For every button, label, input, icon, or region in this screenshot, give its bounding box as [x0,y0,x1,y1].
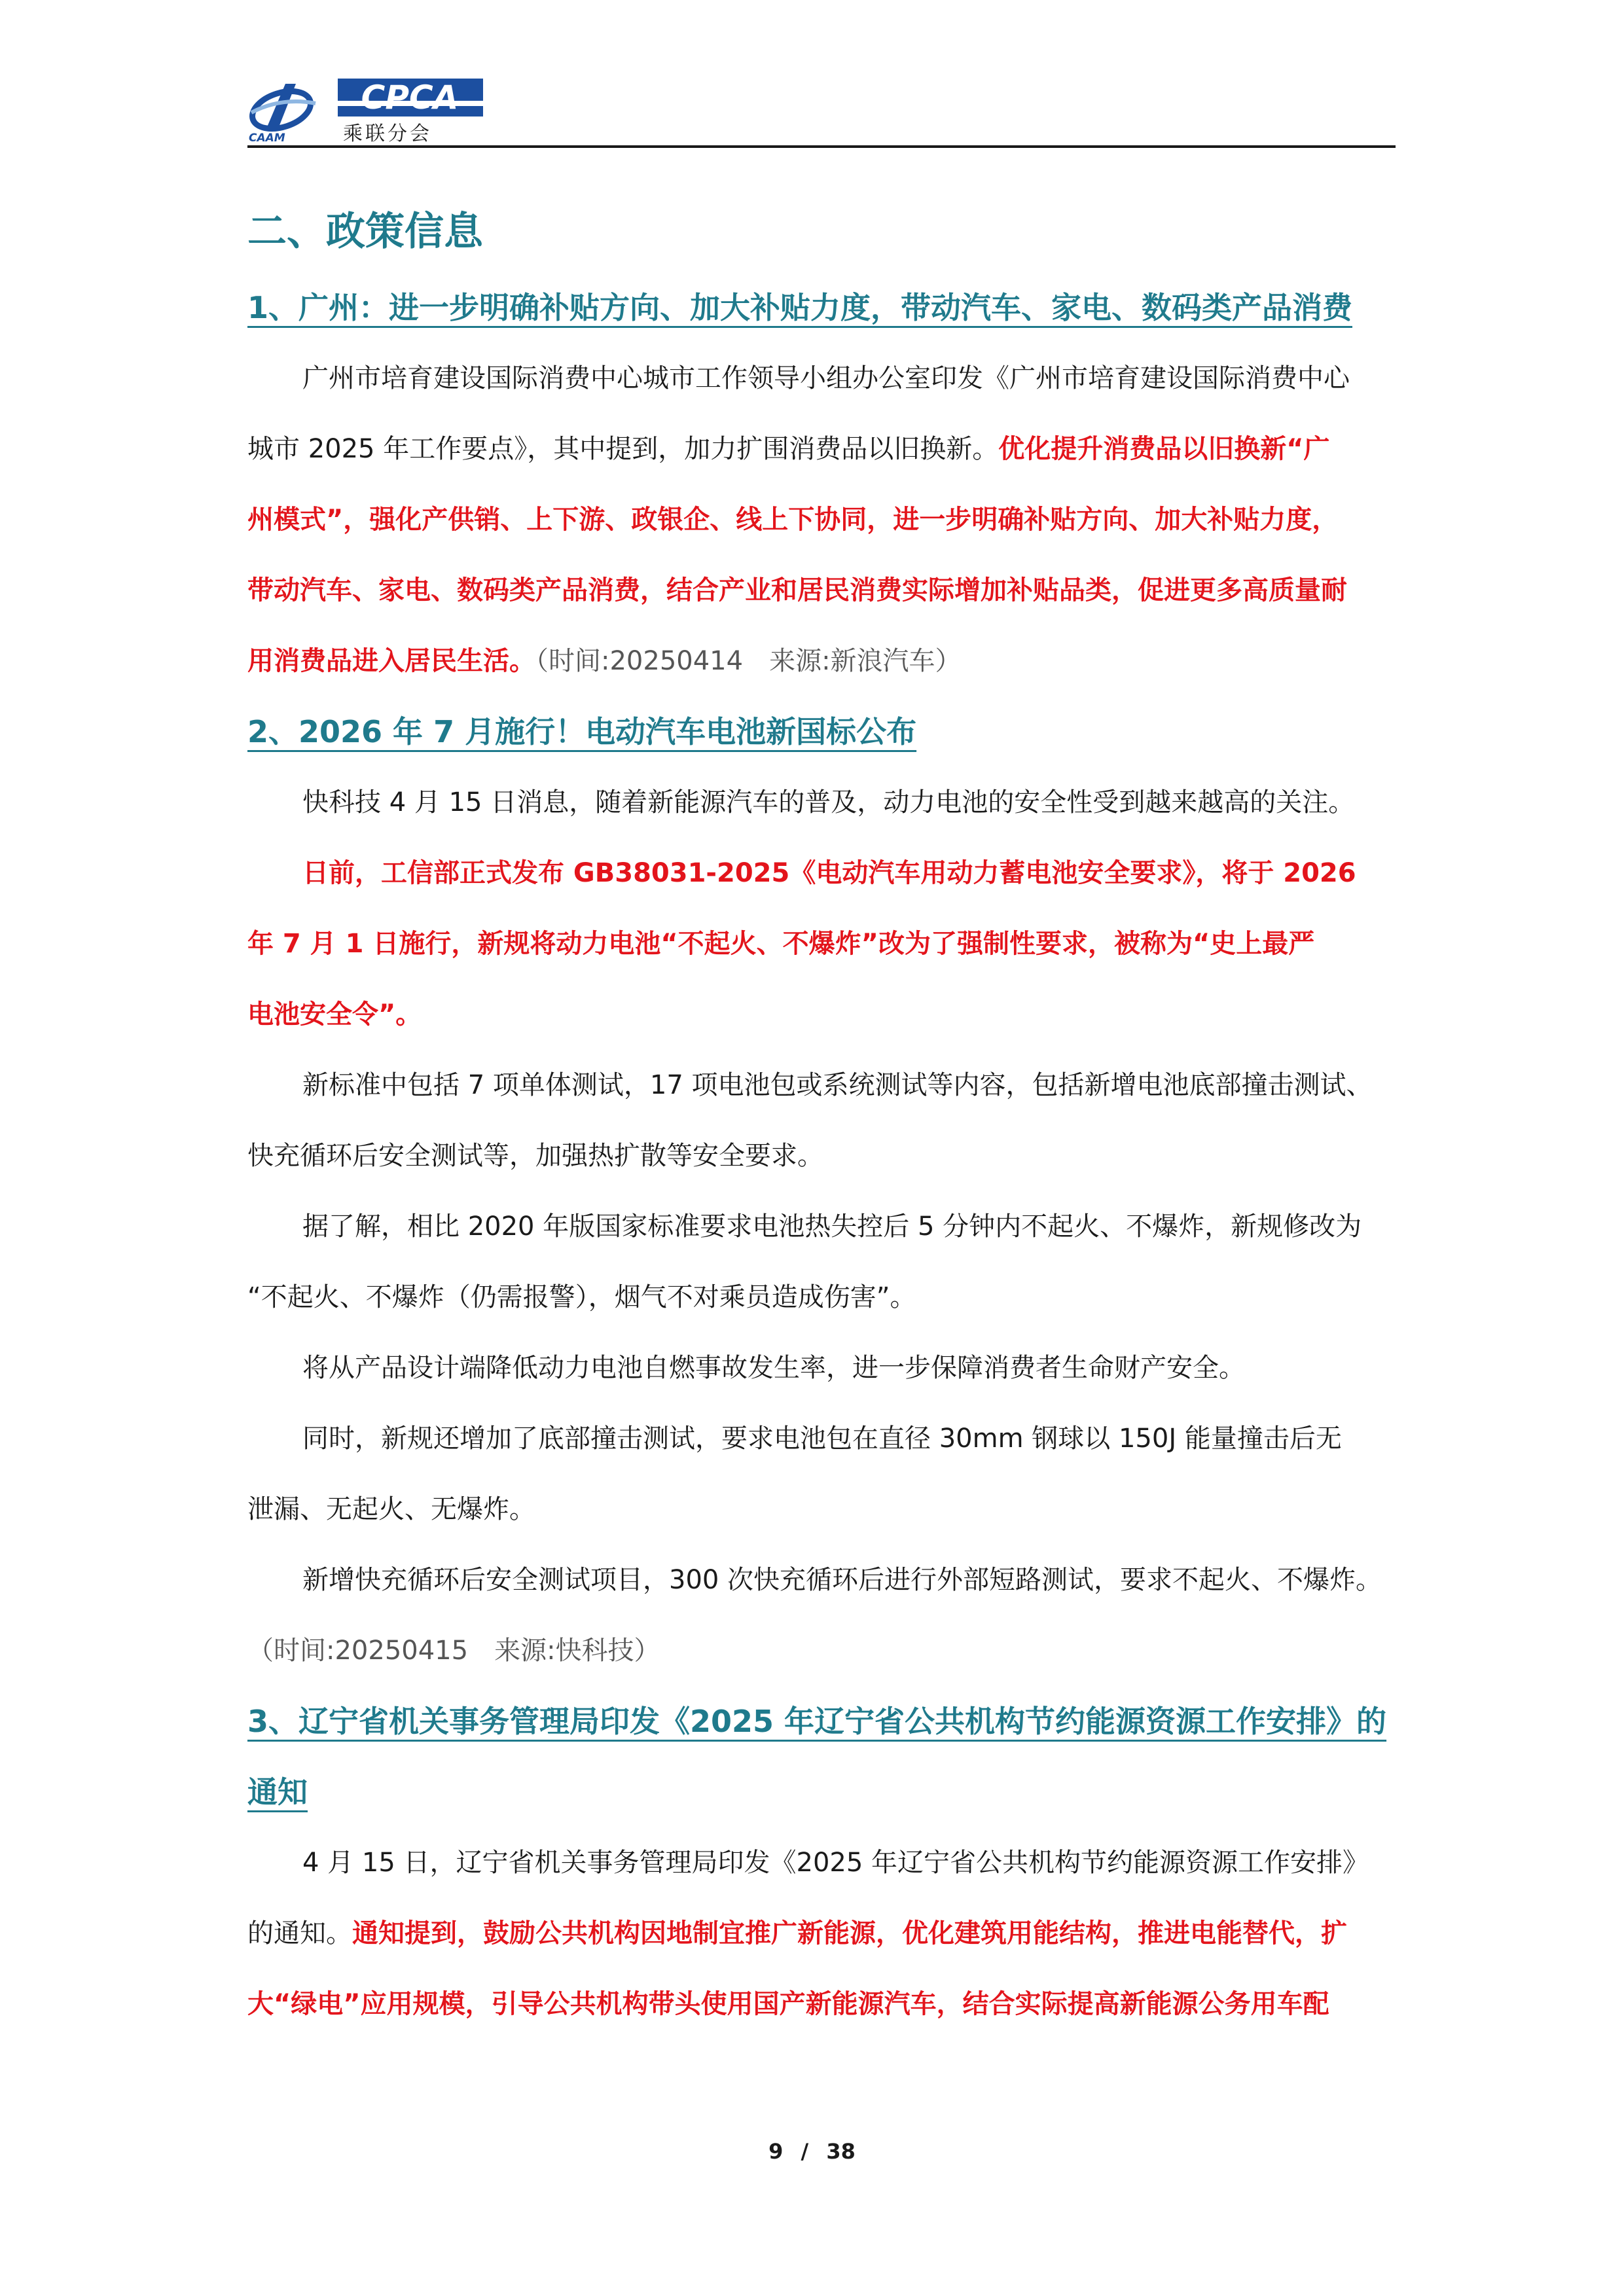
body-text: 据了解，相比 2020 年版国家标准要求电池热失控后 5 分钟内不起火、不爆炸，新规修改为 [302,1211,1362,1242]
article-title: 1、广州：进一步明确补贴方向、加大补贴力度，带动汽车、家电、数码类产品消费 [247,290,1353,325]
body-text: 4 月 15 日，辽宁省机关事务管理局印发《2025 年辽宁省公共机构节约能源资源工作安排》 [302,1848,1369,1878]
article-line [247,1050,1396,1121]
highlight-text: 日前，工信部正式发布 GB38031-2025《电动汽车用动力蓄电池安全要求》，将于 2026 [302,858,1356,888]
body-text: “不起火、不爆炸（仍需报警），烟气不对乘员造成伤害”。 [247,1282,916,1312]
article-line [247,1827,1396,1898]
article-line [247,1333,1396,1403]
source-note: （时间:20250415 来源:快科技） [247,1636,660,1666]
article-list [247,272,1396,2039]
svg-text:乘联分会: 乘联分会 [343,122,432,144]
article-line [247,767,1396,838]
document-body [247,191,1396,2039]
article-title: 2、2026 年 7 月施行！电动汽车电池新国标公布 [247,714,917,749]
body-text: 城市 2025 年工作要点》，其中提到，加力扩围消费品以旧换新。 [247,434,999,464]
body-text: 新增快充循环后安全测试项目，300 次快充循环后进行外部短路测试，要求不起火、不爆炸。 [302,1565,1382,1595]
article-line [247,1121,1396,1191]
body-text: 快科技 4 月 15 日消息，随着新能源汽车的普及，动力电池的安全性受到越来越高的关注。 [302,787,1355,817]
page-total: 38 [826,2139,856,2164]
body-text: 将从产品设计端降低动力电池自燃事故发生率，进一步保障消费者生命财产安全。 [302,1353,1245,1383]
article-line [247,1474,1396,1545]
body-text: 快充循环后安全测试等，加强热扩散等安全要求。 [247,1141,823,1171]
article-line [247,979,1396,1050]
highlight-text: 通知提到，鼓励公共机构因地制宜推广新能源，优化建筑用能结构，推进电能替代，扩 [352,1918,1347,1948]
highlight-text: 优化提升消费品以旧换新“广 [998,434,1330,464]
page-number [0,2139,1624,2164]
body-text: 广州市培育建设国际消费中心城市工作领导小组办公室印发《广州市培育建设国际消费中心 [302,363,1350,393]
article-line [247,838,1396,908]
article-line [247,1262,1396,1333]
cpca-logo-icon [247,71,483,144]
body-text: 泄漏、无起火、无爆炸。 [247,1494,535,1524]
body-text: 同时，新规还增加了底部撞击测试，要求电池包在直径 30mm 钢球以 150J 能量撞击后无 [302,1424,1342,1454]
article-line [247,1191,1396,1262]
article-line [247,1615,1396,1686]
highlight-text: 带动汽车、家电、数码类产品消费，结合产业和居民消费实际增加补贴品类，促进更多高质量耐 [247,575,1347,605]
page-header [247,65,1393,147]
svg-text:CPCA: CPCA [361,79,459,117]
page-separator: / [801,2139,809,2164]
article-line [247,555,1396,626]
article-line [247,1545,1396,1615]
highlight-text: 州模式”，强化产供销、上下游、政银企、线上下协同，进一步明确补贴方向、加大补贴力度， [247,505,1339,535]
article-line [247,1898,1396,1969]
article-line [247,908,1396,979]
article-line [247,414,1396,484]
page-current: 9 [768,2139,784,2164]
highlight-text: 电池安全令”。 [247,999,422,1030]
header-divider [247,145,1396,148]
article-line [247,343,1396,414]
source-note: （时间:20250414 来源:新浪汽车） [535,646,962,676]
highlight-text: 用消费品进入居民生活。 [247,646,535,676]
article-line [247,484,1396,555]
highlight-text: 大“绿电”应用规模，引导公共机构带头使用国产新能源汽车，结合实际提高新能源公务用车配 [247,1989,1329,2019]
article-title: 3、辽宁省机关事务管理局印发《2025 年辽宁省公共机构节约能源资源工作安排》的通知 [247,1704,1387,1810]
svg-text:CAAM: CAAM [249,132,285,144]
article-line [247,1969,1396,2039]
highlight-text: 年 7 月 1 日施行，新规将动力电池“不起火、不爆炸”改为了强制性要求，被称为“史上最严 [247,929,1315,959]
article-line [247,1403,1396,1474]
body-text: 的通知。 [247,1918,352,1948]
body-text: 新标准中包括 7 项单体测试，17 项电池包或系统测试等内容，包括新增电池底部撞击测试、 [302,1070,1373,1100]
article-line [247,626,1396,696]
section-title: 二、政策信息 [247,209,483,255]
